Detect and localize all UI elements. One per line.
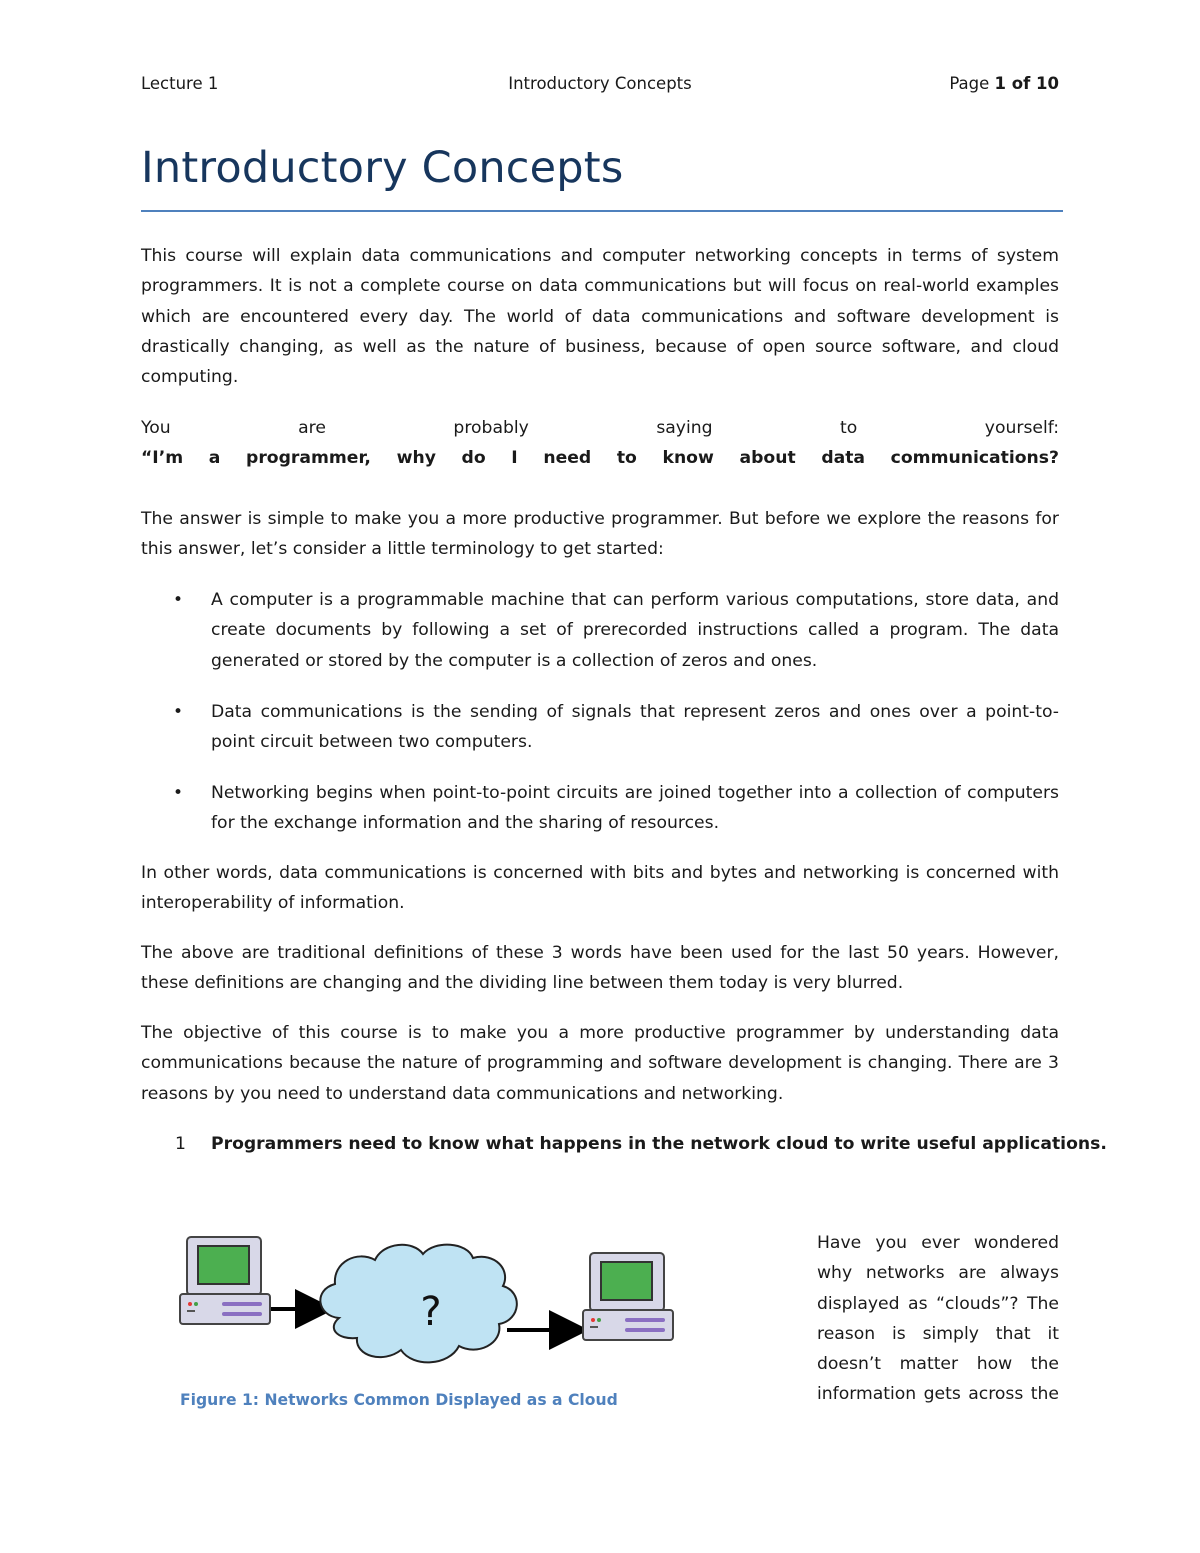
reason-text: Programmers need to know what happens in the network cloud to write useful applications. <box>211 1134 1107 1154</box>
bullet-icon: • <box>173 590 184 610</box>
bullet-icon: • <box>173 702 184 722</box>
question-lead: You are probably saying to yourself: <box>141 418 1059 438</box>
network-cloud-icon <box>320 1245 516 1363</box>
header-title: Introductory Concepts <box>508 74 692 93</box>
figure-graphic <box>177 1232 687 1377</box>
list-item-text: Data communications is the sending of signals that represent zeros and ones over a point-to-point circuit between two computers. <box>211 702 1059 753</box>
other-words-paragraph: In other words, data communications is concerned with bits and bytes and networking is concerned with interoperability of information. <box>141 863 1059 914</box>
computer-right-icon <box>583 1253 673 1340</box>
page-header <box>141 74 1059 98</box>
cloud-question-mark: ? <box>420 1289 442 1335</box>
network-cloud-figure <box>177 1232 687 1377</box>
page-title: Introductory Concepts <box>141 143 624 193</box>
intro-paragraph: This course will explain data communications and computer networking concepts in terms of system programmers. It is not a complete course on data communications but will focus on real-world examples which are encountered every day. The world of data communications and software development is drastically changing, as well as the nature of business, because of open source software, and cloud computing. <box>141 246 1059 388</box>
reason-number: 1 <box>175 1134 186 1154</box>
side-paragraph: Have you ever wondered why networks are always displayed as “clouds”? The reason is simply that it doesn’t matter how the information gets across the <box>817 1233 1059 1405</box>
list-item-text: Networking begins when point-to-point circuits are joined together into a collection of computers for the exchange information and the sharing of resources. <box>211 783 1059 834</box>
figure-caption: Figure 1: Networks Common Displayed as a Cloud <box>180 1391 618 1409</box>
question-line: “I’m a programmer, why do I need to know about data communications? <box>141 448 1059 468</box>
header-lecture-label: Lecture 1 <box>141 74 219 93</box>
objective-paragraph: The objective of this course is to make you a more productive programmer by understanding data communications because the nature of programming and software development is changing. There are 3 reasons by you need to understand data communications and networking. <box>141 1023 1059 1104</box>
answer-paragraph: The answer is simple to make you a more productive programmer. But before we explore the reasons for this answer, let’s consider a little terminology to get started: <box>141 509 1059 560</box>
list-item-text: A computer is a programmable machine that can perform various computations, store data, and create documents by following a set of prerecorded instructions called a program. The data generated or stored by the computer is a collection of zeros and ones. <box>211 590 1059 671</box>
header-page-number: Page 1 of 10 <box>949 74 1059 93</box>
bullet-icon: • <box>173 783 184 803</box>
title-underline <box>141 210 1063 212</box>
above-paragraph: The above are traditional definitions of these 3 words have been used for the last 50 years. However, these definitions are changing and the dividing line between them today is very blurred. <box>141 943 1059 994</box>
computer-left-icon <box>180 1237 270 1324</box>
